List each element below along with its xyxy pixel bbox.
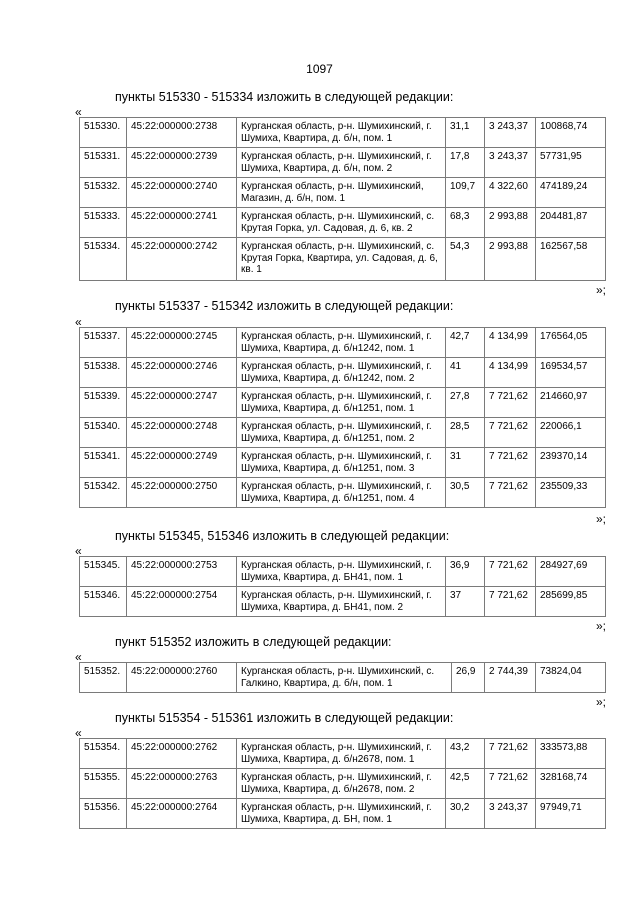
address: Курганская область, р-н. Шумихинский, г. Шумиха, Квартира, д. б/н2678, пом. 1 — [237, 739, 446, 769]
table-row — [80, 799, 606, 829]
rate: 7 721,62 — [485, 769, 536, 799]
value: 73824,04 — [536, 663, 606, 693]
area: 26,9 — [452, 663, 485, 693]
cadastral-number: 45:22:000000:2764 — [127, 799, 237, 829]
table-row — [80, 178, 606, 208]
rate: 2 993,88 — [485, 208, 536, 238]
section-heading: пункты 515337 - 515342 изложить в следующей редакции: — [115, 299, 454, 313]
table-row — [80, 388, 606, 418]
address: Курганская область, р-н. Шумихинский, с. Галкино, Квартира, д. б/н, пом. 1 — [237, 663, 452, 693]
value: 162567,58 — [536, 238, 606, 281]
rate: 7 721,62 — [485, 739, 536, 769]
value: 474189,24 — [536, 178, 606, 208]
row-number: 515332. — [80, 178, 127, 208]
value: 100868,74 — [536, 118, 606, 148]
cadastral-number: 45:22:000000:2762 — [127, 739, 237, 769]
table-row — [80, 448, 606, 478]
row-number: 515331. — [80, 148, 127, 178]
value: 204481,87 — [536, 208, 606, 238]
cadastral-number: 45:22:000000:2748 — [127, 418, 237, 448]
address: Курганская область, р-н. Шумихинский, г. Шумиха, Квартира, д. БН, пом. 1 — [237, 799, 446, 829]
rate: 7 721,62 — [485, 478, 536, 508]
table-row — [80, 739, 606, 769]
area: 31,1 — [446, 118, 485, 148]
quote-open: « — [75, 726, 82, 740]
value: 333573,88 — [536, 739, 606, 769]
value: 284927,69 — [536, 557, 606, 587]
address: Курганская область, р-н. Шумихинский, г. Шумиха, Квартира, д. б/н1251, пом. 1 — [237, 388, 446, 418]
address: Курганская область, р-н. Шумихинский, г. Шумиха, Квартира, д. б/н, пом. 1 — [237, 118, 446, 148]
rate: 3 243,37 — [485, 148, 536, 178]
cadastral-number: 45:22:000000:2760 — [127, 663, 237, 693]
address: Курганская область, р-н. Шумихинский, г. Шумиха, Квартира, д. БН41, пом. 1 — [237, 557, 446, 587]
cadastral-number: 45:22:000000:2742 — [127, 238, 237, 281]
section-heading: пункты 515345, 515346 изложить в следующей редакции: — [115, 529, 450, 543]
area: 30,2 — [446, 799, 485, 829]
quote-open: « — [75, 650, 82, 664]
row-number: 515330. — [80, 118, 127, 148]
area: 27,8 — [446, 388, 485, 418]
cadastral-number: 45:22:000000:2747 — [127, 388, 237, 418]
row-number: 515352. — [80, 663, 127, 693]
rate: 7 721,62 — [485, 587, 536, 617]
rate: 7 721,62 — [485, 448, 536, 478]
cadastral-number: 45:22:000000:2750 — [127, 478, 237, 508]
value: 328168,74 — [536, 769, 606, 799]
row-number: 515338. — [80, 358, 127, 388]
section-heading: пункты 515330 - 515334 изложить в следующей редакции: — [115, 90, 454, 104]
value: 169534,57 — [536, 358, 606, 388]
row-number: 515334. — [80, 238, 127, 281]
area: 30,5 — [446, 478, 485, 508]
row-number: 515342. — [80, 478, 127, 508]
cadastral-number: 45:22:000000:2749 — [127, 448, 237, 478]
data-table — [79, 327, 606, 508]
cadastral-number: 45:22:000000:2740 — [127, 178, 237, 208]
area: 42,7 — [446, 328, 485, 358]
row-number: 515345. — [80, 557, 127, 587]
table-row — [80, 557, 606, 587]
data-table — [79, 738, 606, 829]
area: 37 — [446, 587, 485, 617]
quote-open: « — [75, 105, 82, 119]
data-table — [79, 556, 606, 617]
rate: 7 721,62 — [485, 418, 536, 448]
row-number: 515339. — [80, 388, 127, 418]
rate: 2 993,88 — [485, 238, 536, 281]
address: Курганская область, р-н. Шумихинский, Магазин, д. б/н, пом. 1 — [237, 178, 446, 208]
rate: 7 721,62 — [485, 557, 536, 587]
rate: 4 322,60 — [485, 178, 536, 208]
cadastral-number: 45:22:000000:2746 — [127, 358, 237, 388]
table-row — [80, 358, 606, 388]
cadastral-number: 45:22:000000:2754 — [127, 587, 237, 617]
cadastral-number: 45:22:000000:2739 — [127, 148, 237, 178]
cadastral-number: 45:22:000000:2753 — [127, 557, 237, 587]
table-row — [80, 663, 606, 693]
rate: 3 243,37 — [485, 799, 536, 829]
value: 239370,14 — [536, 448, 606, 478]
table-row — [80, 769, 606, 799]
row-number: 515337. — [80, 328, 127, 358]
table-row — [80, 208, 606, 238]
address: Курганская область, р-н. Шумихинский, г. Шумиха, Квартира, д. БН41, пом. 2 — [237, 587, 446, 617]
cadastral-number: 45:22:000000:2763 — [127, 769, 237, 799]
area: 54,3 — [446, 238, 485, 281]
row-number: 515340. — [80, 418, 127, 448]
value: 214660,97 — [536, 388, 606, 418]
section-heading: пункт 515352 изложить в следующей редакции: — [115, 635, 392, 649]
cadastral-number: 45:22:000000:2738 — [127, 118, 237, 148]
table-row — [80, 238, 606, 281]
area: 31 — [446, 448, 485, 478]
area: 41 — [446, 358, 485, 388]
table-row — [80, 418, 606, 448]
cadastral-number: 45:22:000000:2745 — [127, 328, 237, 358]
value: 235509,33 — [536, 478, 606, 508]
area: 68,3 — [446, 208, 485, 238]
address: Курганская область, р-н. Шумихинский, г. Шумиха, Квартира, д. б/н1251, пом. 3 — [237, 448, 446, 478]
table-row — [80, 478, 606, 508]
rate: 7 721,62 — [485, 388, 536, 418]
area: 17,8 — [446, 148, 485, 178]
data-table — [79, 662, 606, 693]
row-number: 515333. — [80, 208, 127, 238]
table-row — [80, 587, 606, 617]
address: Курганская область, р-н. Шумихинский, г. Шумиха, Квартира, д. б/н2678, пом. 2 — [237, 769, 446, 799]
quote-open: « — [75, 544, 82, 558]
page-number: 1097 — [306, 62, 333, 76]
quote-open: « — [75, 315, 82, 329]
table-row — [80, 118, 606, 148]
row-number: 515346. — [80, 587, 127, 617]
rate: 2 744,39 — [485, 663, 536, 693]
area: 43,2 — [446, 739, 485, 769]
row-number: 515354. — [80, 739, 127, 769]
rate: 4 134,99 — [485, 358, 536, 388]
rate: 4 134,99 — [485, 328, 536, 358]
quote-close: »; — [596, 695, 607, 709]
quote-close: »; — [596, 619, 607, 633]
value: 220066,1 — [536, 418, 606, 448]
address: Курганская область, р-н. Шумихинский, г. Шумиха, Квартира, д. б/н, пом. 2 — [237, 148, 446, 178]
table-row — [80, 328, 606, 358]
data-table — [79, 117, 606, 281]
address: Курганская область, р-н. Шумихинский, г. Шумиха, Квартира, д. б/н1242, пом. 2 — [237, 358, 446, 388]
table-row — [80, 148, 606, 178]
area: 109,7 — [446, 178, 485, 208]
value: 176564,05 — [536, 328, 606, 358]
address: Курганская область, р-н. Шумихинский, г. Шумиха, Квартира, д. б/н1251, пом. 4 — [237, 478, 446, 508]
cadastral-number: 45:22:000000:2741 — [127, 208, 237, 238]
address: Курганская область, р-н. Шумихинский, г. Шумиха, Квартира, д. б/н1242, пом. 1 — [237, 328, 446, 358]
quote-close: »; — [596, 512, 607, 526]
section-heading: пункты 515354 - 515361 изложить в следующей редакции: — [115, 711, 454, 725]
quote-close: »; — [596, 283, 607, 297]
rate: 3 243,37 — [485, 118, 536, 148]
address: Курганская область, р-н. Шумихинский, с. Крутая Горка, Квартира, ул. Садовая, д. 6, кв. 1 — [237, 238, 446, 281]
value: 57731,95 — [536, 148, 606, 178]
row-number: 515355. — [80, 769, 127, 799]
value: 97949,71 — [536, 799, 606, 829]
row-number: 515356. — [80, 799, 127, 829]
area: 42,5 — [446, 769, 485, 799]
address: Курганская область, р-н. Шумихинский, с. Крутая Горка, ул. Садовая, д. 6, кв. 2 — [237, 208, 446, 238]
area: 28,5 — [446, 418, 485, 448]
address: Курганская область, р-н. Шумихинский, г. Шумиха, Квартира, д. б/н1251, пом. 2 — [237, 418, 446, 448]
value: 285699,85 — [536, 587, 606, 617]
area: 36,9 — [446, 557, 485, 587]
row-number: 515341. — [80, 448, 127, 478]
